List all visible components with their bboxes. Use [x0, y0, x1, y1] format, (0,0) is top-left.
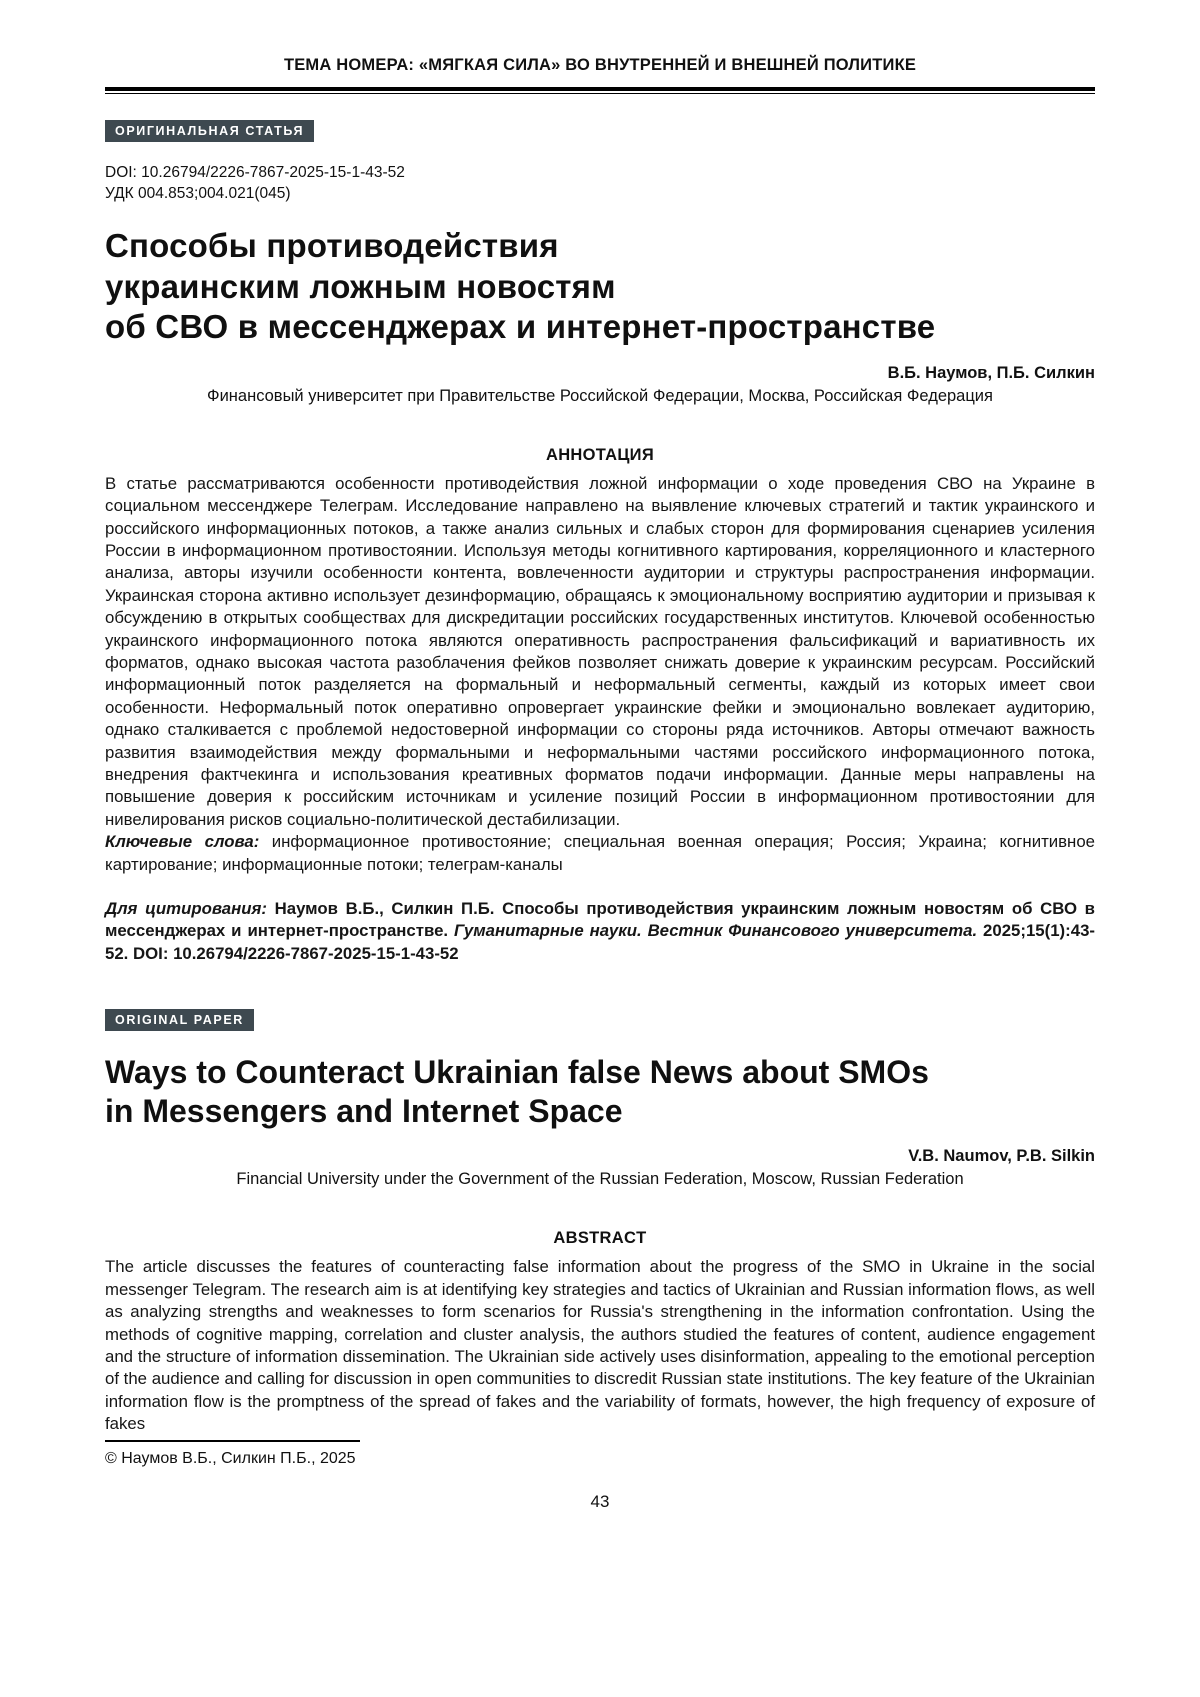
title-en-line-2: in Messengers and Internet Space: [105, 1093, 623, 1130]
affiliation-ru: Финансовый университет при Правительстве Российской Федерации, Москва, Российская Федерация: [207, 386, 993, 405]
footer-rule: [105, 1440, 360, 1442]
page-number: 43: [590, 1492, 610, 1511]
keywords-label-ru: Ключевые слова:: [105, 832, 260, 852]
header-rule: [105, 87, 1095, 94]
citation-label-ru: Для цитирования:: [105, 899, 267, 919]
article-type-badge-ru: ОРИГИНАЛЬНАЯ СТАТЬЯ: [105, 120, 314, 142]
authors-ru: В.Б. Наумов, П.Б. Силкин: [887, 363, 1095, 382]
article-meta: [105, 162, 1095, 204]
authors-en: V.B. Naumov, P.B. Silkin: [908, 1147, 1095, 1166]
keywords-ru: [105, 831, 1095, 876]
copyright-text: © Наумов В.Б., Силкин П.Б., 2025: [105, 1450, 356, 1467]
title-en-line-1: Ways to Counteract Ukrainian false News about SMOs: [105, 1054, 929, 1091]
udk-text: УДК 004.853;004.021(045): [105, 185, 291, 202]
abstract-heading-en: ABSTRACT: [553, 1229, 647, 1248]
title-ru-line-3: об СВО в мессенджерах и интернет-пространстве: [105, 308, 936, 346]
title-ru-line-1: Способы противодействия: [105, 227, 559, 264]
abstract-heading-ru: АННОТАЦИЯ: [545, 445, 654, 464]
article-title-en: [105, 1053, 1095, 1131]
citation-ru: [105, 898, 1095, 965]
doi-text: DOI: 10.26794/2226-7867-2025-15-1-43-52: [105, 164, 405, 181]
affiliation-en: Financial University under the Government of the Russian Federation, Moscow, Russian Federation: [236, 1170, 964, 1189]
abstract-text-en: The article discusses the features of counteracting false information about the progress of the SMO in Ukraine in the social messenger Telegram. The research aim is at identifying key strategies and tactics of Ukrainian and Russian information flows, as well as analyzing strengths and weaknesses to form scenarios for Russia's strengthening in the information confrontation. Using the methods of cognitive mapping, correlation and cluster analysis, the authors studied the features of content, audience engagement and the structure of information dissemination. The Ukrainian side actively uses disinformation, appealing to the emotional perception of the audience and calling for discussion in open communities to discredit Russian state institutions. The key feature of the Ukrainian information flow is the promptness of the spread of fakes and the variability of formats, however, the high frequency of exposure of fakes: [105, 1257, 1095, 1434]
keywords-text-ru: информационное противостояние; специальная военная операция; Россия; Украина; когнитивное картирование; информационные потоки; телеграм-каналы: [105, 832, 1095, 874]
title-ru-line-2: украинским ложным новостям: [105, 267, 616, 305]
abstract-text-ru: В статье рассматриваются особенности противодействия ложной информации о ходе проведения СВО на Украине в социальном мессенджере Телеграм. Исследование направлено на выявление ключевых стратегий и тактик украинского и российского информационных потоков, а также анализ сильных и слабых сторон для формирования сценариев усиления России в информационном противостоянии. Используя методы когнитивного картирования, корреляционного и кластерного анализа, авторы изучили особенности контента, вовлеченности аудитории и структуры распространения информации. Украинская сторона активно использует дезинформацию, обращаясь к эмоциональному восприятию аудитории и призывая к обсуждению в открытых сообществах для дискредитации российских государственных институтов. Ключевой особенностью украинского информационного потока являются оперативность распространения фальсификаций и вариативность их форматов, однако высокая частота разоблачения фейков позволяет снижать доверие к украинским ресурсам. Российский информационный поток разделяется на формальный и неформальный сегменты, каждый из которых имеет свои особенности. Неформальный поток оперативно опровергает украинские фейки и эмоционально вовлекает аудиторию, однако сталкивается с проблемой недостоверной информации со стороны ряда источников. Авторы отмечают важность развития взаимодействия между формальными и неформальными частями российского информационного потока, внедрения фактчекинга и использования креативных форматов подачи информации. Данные меры направлены на повышение доверия к российским источникам и усиление позиций России в информационном противостоянии для нивелирования рисков социально-политической дестабилизации.: [105, 473, 1095, 829]
article-type-badge-en: ORIGINAL PAPER: [105, 1009, 254, 1031]
footer: [105, 1440, 1095, 1468]
running-head: ТЕМА НОМЕРА: «МЯГКАЯ СИЛА» ВО ВНУТРЕННЕЙ И ВНЕШНЕЙ ПОЛИТИКЕ: [283, 56, 917, 74]
article-title-ru: [105, 226, 1095, 348]
citation-authors-title: Наумов В.Б., Силкин П.Б. Способы противодействия украинским ложным новостям об СВО в мессенджерах и интернет-пространстве.: [105, 899, 1095, 941]
citation-volume-doi: 2025;15(1):43-52. DOI: 10.26794/2226-7867-2025-15-1-43-52: [105, 921, 1095, 963]
citation-journal-name: Гуманитарные науки. Вестник Финансового университета.: [454, 921, 978, 941]
